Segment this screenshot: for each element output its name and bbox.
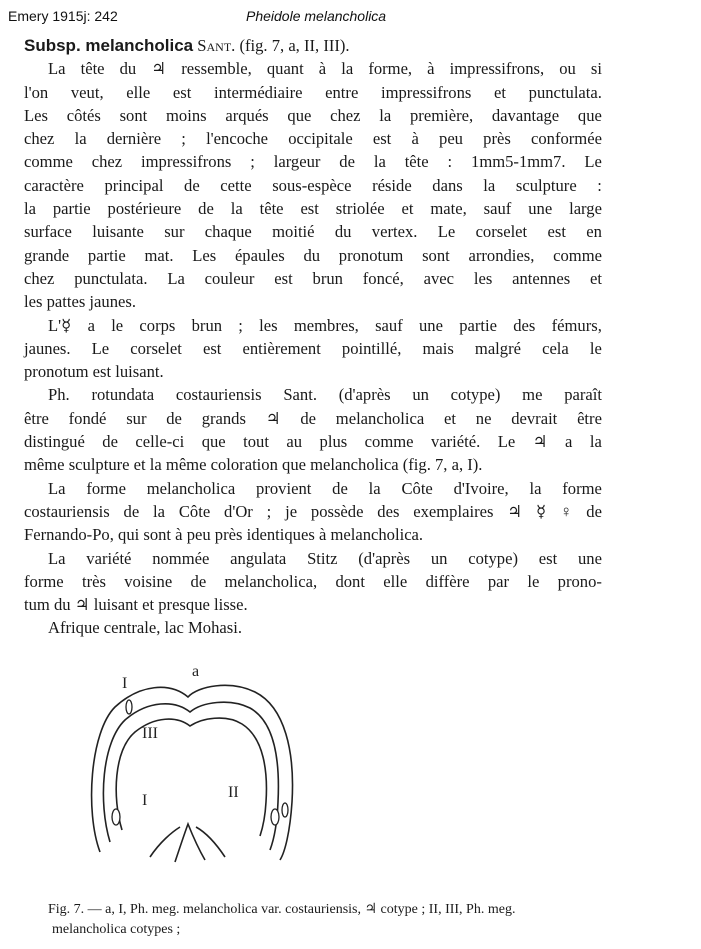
text-line: grande partie mat. Les épaules du pronotum sont arrondies, comme <box>24 245 602 265</box>
text-line: comme chez impressifrons ; largeur de la tête : 1mm5-1mm7. Le <box>24 152 602 172</box>
heading-bold: Subsp. melancholica <box>24 36 194 55</box>
heading-author: Sant. <box>197 36 236 55</box>
figure-label-i-top: I <box>122 675 128 692</box>
text-line: distingué de celle-ci que tout au plus comme variété. Le ♃ a la <box>24 432 602 452</box>
header-reference: Emery 1915j: 242 <box>8 8 118 24</box>
text-line: La forme melancholica provient de la Côte d'Ivoire, la forme <box>48 478 602 498</box>
text-line: chez punctulata. La couleur est brun foncé, avec les antennes et <box>24 268 602 288</box>
text-line: l'on veut, elle est intermédiaire entre impressifrons et punctulata. <box>24 82 602 102</box>
caption-line: Fig. 7. — a, I, Ph. meg. melancholica var. costauriensis, ♃ cotype ; II, III, Ph. meg. <box>48 902 516 917</box>
figure-label-iii: III <box>142 725 158 742</box>
text-line: forme très voisine de melancholica, dont elle diffère par le prono- <box>24 571 602 591</box>
text-line: jaunes. Le corselet est entièrement pointillé, mais malgré cela le <box>24 338 602 358</box>
text-line: Fernando-Po, qui sont à peu près identiques à melancholica. <box>24 525 424 545</box>
text-line: surface luisante sur chaque moitié du vertex. Le corselet est en <box>24 222 602 242</box>
text-line: tum du ♃ luisant et presque lisse. <box>24 595 248 615</box>
heading-line <box>24 34 602 57</box>
text-line: être fondé sur de grands ♃ de melancholica et ne devrait être <box>24 408 602 428</box>
text-line: la partie postérieure de la tête est striolée et mate, sauf une large <box>24 199 602 219</box>
header-species: Pheidole melancholica <box>246 8 387 24</box>
figure-label-i-mid: I <box>142 792 148 809</box>
text-line: pronotum est luisant. <box>24 362 164 382</box>
text-line: La tête du ♃ ressemble, quant à la forme, à impressifrons, ou si <box>48 59 602 79</box>
text-line: même sculpture et la même coloration que melancholica (fig. 7, a, I). <box>24 455 483 475</box>
figure-caption <box>48 900 668 940</box>
text-line: chez la dernière ; l'encoche occipitale est à peu près conformée <box>24 129 602 149</box>
text-line: L'☿ a le corps brun ; les membres, sauf une partie des fémurs, <box>48 315 602 335</box>
figure-head-outline <box>80 662 320 872</box>
body-text <box>24 34 602 640</box>
figure-label-ii: II <box>228 784 239 801</box>
text-line: costauriensis de la Côte d'Or ; je possède des exemplaires ♃ ☿ ♀ de <box>24 501 602 521</box>
text-line: Afrique centrale, lac Mohasi. <box>48 618 242 638</box>
text-line: Ph. rotundata costauriensis Sant. (d'après un cotype) me paraît <box>48 385 602 405</box>
heading-ref: (fig. 7, a, II, III). <box>239 36 350 55</box>
text-line: les pattes jaunes. <box>24 292 136 312</box>
figure-label-a: a <box>192 663 200 680</box>
text-line: Les côtés sont moins arqués que chez la première, davantage que <box>24 105 602 125</box>
caption-line: melancholica cotypes ; <box>52 922 181 937</box>
text-line: La variété nommée angulata Stitz (d'après un cotype) est une <box>48 548 602 568</box>
text-line: caractère principal de cette sous-espèce réside dans la sculpture : <box>24 175 602 195</box>
